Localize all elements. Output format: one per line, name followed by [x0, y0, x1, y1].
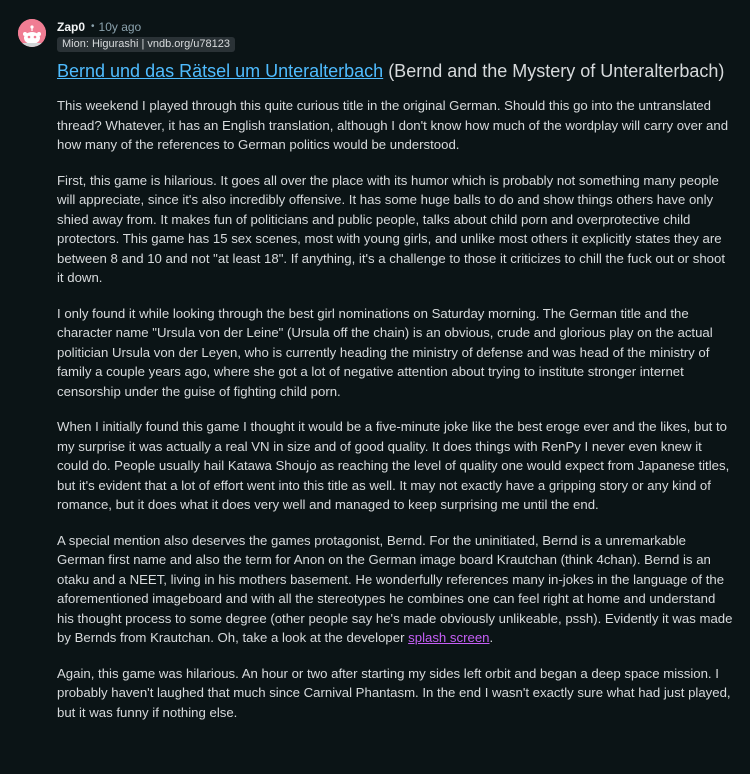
paragraph-text: A special mention also deserves the games protagonist, Bernd. For the uninitiated, Bernd is a unremarkable German first name and also the term for Anon on the German image board Krautchan (think 4chan). Bernd is an otaku and a NEET, living in his mothers basement. He wonderfully references many in-jokes in the language of the aforementioned imageboard and with all the stereotypes he combines one can feel right at home and understand his thought process to some degree (other people say he's made obviously unlikeable, pssh). Evidently it was made by Bernds from Krautchan. Oh, take a look at the developer [57, 532, 733, 645]
paragraph [57, 531, 733, 648]
splash-screen-link[interactable]: splash screen [408, 630, 490, 645]
meta-separator: • [91, 21, 95, 32]
paragraph: When I initially found this game I thought it would be a five-minute joke like the best eroge ever and the likes, but to my surprise it was actually a real VN in size and of good quality. It does things with RenPy I never even knew it could do. People usually hail Katawa Shoujo as reaching the level of quality one would expect from Japanese titles, but it's evident that a lot of effort went into this title as well. It may not exactly have a gripping story or any kind of romance, but it does what it does very well and managed to keep surprising me until the end. [57, 419, 730, 512]
paragraph: This weekend I played through this quite curious title in the original German. Should this go into the untranslated thread? Whatever, it has an English translation, although I don't know how much of the wordplay will carry over and how many of the references to German politics would be understood. [57, 98, 729, 152]
user-flair: Mion: Higurashi | vndb.org/u78123 [57, 37, 235, 52]
paragraph: First, this game is hilarious. It goes all over the place with its humor which is probably not something many people will appreciate, since it's also incredibly offensive. It has some huge balls to do and show things others have only shied away from. It makes fun of politicians and public people, talks about child porn and overprotective child protectors. This game has 15 sex scenes, most with young girls, and unlike most others it explicitly states they are between 8 and 10 and not "at least 18". If anything, it's a challenge to those it criticizes to chill the fuck out or shoot it down. [57, 172, 725, 285]
paragraph-text-end: . [489, 630, 494, 645]
comment-meta [57, 19, 141, 35]
paragraph: Again, this game was hilarious. An hour or two after starting my sides left orbit and began a deep space mission. I probably haven't laughed that much since Carnival Phantasm. In the end I wasn't exactly sure what had just played, but it was funny if nothing else. [57, 665, 731, 720]
paragraph: I only found it while looking through the best girl nominations on Saturday morning. The German title and the character name "Ursula von der Leine" (Ursula off the chain) is an obvious, crude and glorious play on the actual politician Ursula von der Leyen, who is currently heading the ministry of defense and was head of the ministry of family a couple years ago, where she got a lot of negative attention about trying to institute stronger internet censorship under the guise of fighting child porn. [57, 305, 713, 399]
avatar[interactable] [18, 19, 46, 47]
game-title-link[interactable]: Bernd und das Rätsel um Unteralterbach [57, 61, 384, 81]
snoo-avatar-icon [18, 19, 46, 47]
username[interactable]: Zap0 [57, 20, 86, 34]
game-title-heading [57, 61, 733, 82]
comment-body [57, 61, 733, 738]
timestamp[interactable]: 10y ago [98, 20, 142, 34]
game-title-translation: (Bernd and the Mystery of Unteralterbach) [383, 61, 725, 81]
